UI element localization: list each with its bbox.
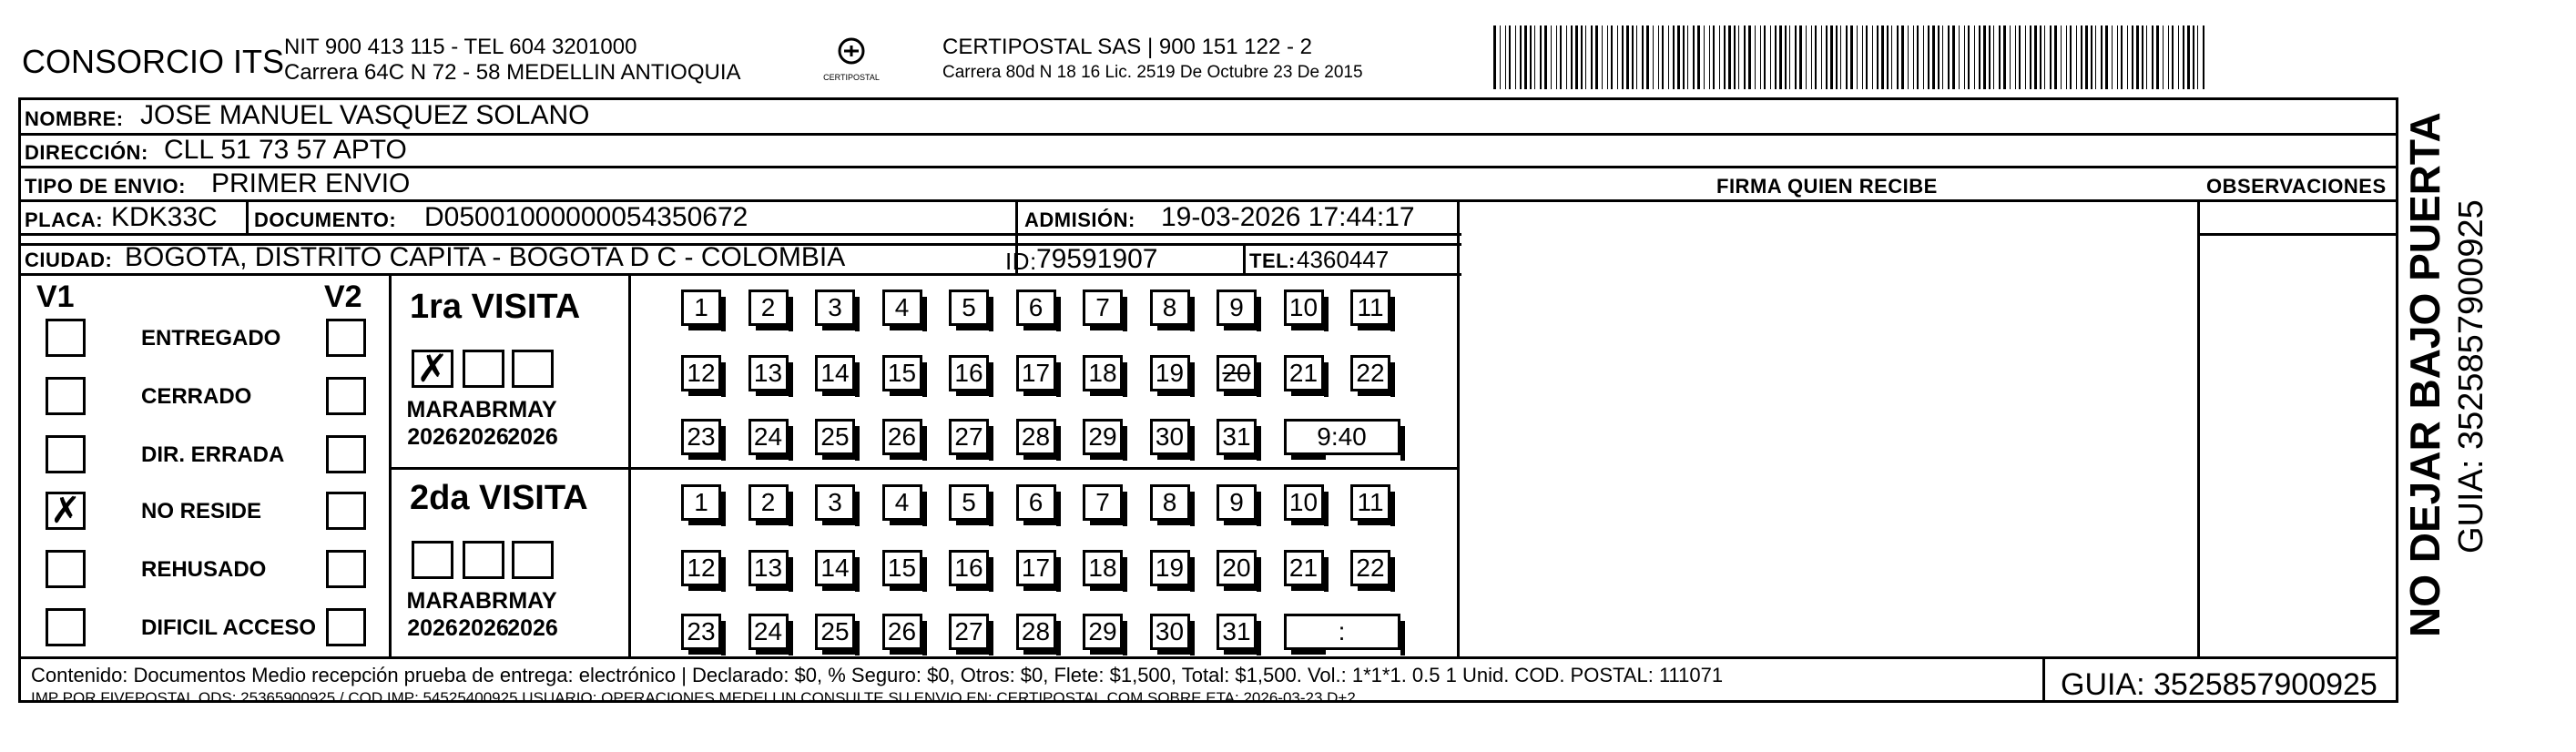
visit1-day-18[interactable]: 18	[1083, 355, 1123, 391]
status-label: REHUSADO	[141, 557, 267, 582]
footer-guia: GUIA: 3525857900925	[2061, 667, 2377, 702]
visit2-title: 2da VISITA	[410, 479, 588, 517]
tel-label: TEL:	[1249, 249, 1296, 272]
visit1-day-27[interactable]: 27	[949, 419, 989, 455]
license-line: Carrera 80d N 18 16 Lic. 2519 De Octubre 23 De 2015	[942, 63, 1363, 82]
admision-label: ADMISIÓN:	[1024, 208, 1135, 231]
visit1-month-checkbox[interactable]: ✗	[412, 350, 453, 388]
visit1-day-25[interactable]: 25	[815, 419, 855, 455]
visit1-day-5[interactable]: 5	[949, 290, 989, 326]
visit2-day-21[interactable]: 21	[1284, 550, 1324, 586]
certipostal-logo	[815, 35, 888, 86]
visit2-day-16[interactable]: 16	[949, 550, 989, 586]
visit1-day-15[interactable]: 15	[882, 355, 922, 391]
visit2-day-31[interactable]: 31	[1217, 614, 1257, 650]
status-v1-checkbox[interactable]	[46, 608, 86, 646]
visit2-day-17[interactable]: 17	[1016, 550, 1056, 586]
visit1-day-7[interactable]: 7	[1083, 290, 1123, 326]
visit2-day-5[interactable]: 5	[949, 484, 989, 521]
visit2-day-28[interactable]: 28	[1016, 614, 1056, 650]
observaciones-header: OBSERVACIONES	[2206, 175, 2387, 198]
placa-value: KDK33C	[111, 202, 218, 232]
documento-label: DOCUMENTO:	[254, 208, 397, 231]
visit2-time-field[interactable]: :	[1284, 614, 1400, 650]
visit1-month-label: MAY	[508, 397, 557, 422]
visit2-day-4[interactable]: 4	[882, 484, 922, 521]
visit2-day-8[interactable]: 8	[1150, 484, 1190, 521]
footer-contenido: Contenido: Documentos Medio recepción prueba de entrega: electrónico | Declarado: $0, % Seguro: $0, Otros: $0, Flete: $1,500, Total: $1,500. Vol.: 1*1*1. 0.5 1 Unid. COD. POSTAL: 111071	[31, 664, 1724, 686]
status-label: CERRADO	[141, 384, 252, 409]
visit2-day-29[interactable]: 29	[1083, 614, 1123, 650]
visit1-day-24[interactable]: 24	[748, 419, 789, 455]
visit2-day-12[interactable]: 12	[681, 550, 721, 586]
visit2-day-3[interactable]: 3	[815, 484, 855, 521]
visit2-day-6[interactable]: 6	[1016, 484, 1056, 521]
status-label: ENTREGADO	[141, 326, 281, 351]
visit2-day-1[interactable]: 1	[681, 484, 721, 521]
visit2-month-label: MAR	[406, 588, 459, 614]
visit1-day-19[interactable]: 19	[1150, 355, 1190, 391]
visit2-day-30[interactable]: 30	[1150, 614, 1190, 650]
company-name: CONSORCIO ITS	[22, 43, 285, 80]
visit1-day-29[interactable]: 29	[1083, 419, 1123, 455]
visit2-day-13[interactable]: 13	[748, 550, 789, 586]
visit1-time-field[interactable]: 9:40	[1284, 419, 1400, 455]
certipostal-line: CERTIPOSTAL SAS | 900 151 122 - 2	[942, 35, 1312, 59]
visit1-day-1[interactable]: 1	[681, 290, 721, 326]
visit1-day-4[interactable]: 4	[882, 290, 922, 326]
visit1-month-year: 2026	[407, 424, 458, 450]
visit1-day-21[interactable]: 21	[1284, 355, 1324, 391]
visit2-day-25[interactable]: 25	[815, 614, 855, 650]
visit1-day-14[interactable]: 14	[815, 355, 855, 391]
visit2-day-15[interactable]: 15	[882, 550, 922, 586]
visit2-day-9[interactable]: 9	[1217, 484, 1257, 521]
footer-imp: IMP POR FIVEPOSTAL ODS: 25365900925 / COD.IMP: 54525400925 USUARIO: OPERACIONES MEDELLIN CONSULTE SU ENVIO EN: CERTIPOSTAL.COM SOBRE ETA: 2026-03-23 D+2	[31, 689, 1356, 706]
visit1-day-12[interactable]: 12	[681, 355, 721, 391]
visit1-day-31[interactable]: 31	[1217, 419, 1257, 455]
visit1-month-checkbox[interactable]	[463, 350, 504, 388]
visit2-day-10[interactable]: 10	[1284, 484, 1324, 521]
visit1-day-16[interactable]: 16	[949, 355, 989, 391]
status-v2-checkbox[interactable]	[326, 550, 366, 588]
visit2-day-14[interactable]: 14	[815, 550, 855, 586]
visit1-month-year: 2026	[458, 424, 509, 450]
company-address: Carrera 64C N 72 - 58 MEDELLIN ANTIOQUIA	[284, 60, 741, 85]
id-value: 79591907	[1036, 244, 1158, 274]
status-v1-checkbox[interactable]: ✗	[46, 492, 86, 530]
visit1-month-checkbox[interactable]	[512, 350, 554, 388]
visit1-day-8[interactable]: 8	[1150, 290, 1190, 326]
visit2-day-20[interactable]: 20	[1217, 550, 1257, 586]
status-v2-checkbox[interactable]	[326, 319, 366, 357]
direccion-label: DIRECCIÓN:	[25, 141, 148, 164]
status-v1-checkbox[interactable]	[46, 550, 86, 588]
v1-label: V1	[36, 279, 75, 314]
visit2-day-19[interactable]: 19	[1150, 550, 1190, 586]
ciudad-value: BOGOTA, DISTRITO CAPITA - BOGOTA D C - COLOMBIA	[125, 242, 846, 272]
visit2-month-label: ABR	[458, 588, 509, 614]
side-guia: GUIA: 3525857900925	[2452, 199, 2490, 554]
status-label: DIFICIL ACCESO	[141, 615, 317, 640]
nombre-value: JOSE MANUEL VASQUEZ SOLANO	[140, 100, 590, 130]
visit1-day-28[interactable]: 28	[1016, 419, 1056, 455]
visit2-day-22[interactable]: 22	[1350, 550, 1390, 586]
visit1-day-13[interactable]: 13	[748, 355, 789, 391]
status-label: DIR. ERRADA	[141, 442, 285, 467]
visit1-day-6[interactable]: 6	[1016, 290, 1056, 326]
direccion-value: CLL 51 73 57 APTO	[164, 135, 407, 165]
visit2-day-26[interactable]: 26	[882, 614, 922, 650]
visit1-day-22[interactable]: 22	[1350, 355, 1390, 391]
visit2-month-label: MAY	[508, 588, 557, 614]
status-v2-checkbox[interactable]	[326, 435, 366, 473]
status-v1-checkbox[interactable]	[46, 435, 86, 473]
visit2-day-11[interactable]: 11	[1350, 484, 1390, 521]
nombre-label: NOMBRE:	[25, 107, 124, 130]
visit2-day-18[interactable]: 18	[1083, 550, 1123, 586]
visit2-month-checkbox[interactable]	[512, 541, 554, 579]
visit1-month-year: 2026	[507, 424, 558, 450]
visit2-month-checkbox[interactable]	[463, 541, 504, 579]
documento-value: D05001000000054350672	[424, 202, 748, 232]
visit2-month-year: 2026	[507, 615, 558, 641]
visit1-day-3[interactable]: 3	[815, 290, 855, 326]
visit2-day-7[interactable]: 7	[1083, 484, 1123, 521]
no-dejar-bajo-puerta: NO DEJAR BAJO PUERTA	[2401, 112, 2449, 637]
tipo-envio-value: PRIMER ENVIO	[211, 168, 411, 198]
visit2-day-24[interactable]: 24	[748, 614, 789, 650]
visit2-day-2[interactable]: 2	[748, 484, 789, 521]
visit1-day-30[interactable]: 30	[1150, 419, 1190, 455]
logo-text: CERTIPOSTAL	[823, 73, 880, 82]
visit1-day-26[interactable]: 26	[882, 419, 922, 455]
status-v2-checkbox[interactable]	[326, 492, 366, 530]
barcode	[1493, 25, 2222, 89]
visit1-day-23[interactable]: 23	[681, 419, 721, 455]
admision-value: 19-03-2026 17:44:17	[1161, 202, 1415, 232]
visit1-day-10[interactable]: 10	[1284, 290, 1324, 326]
firma-header: FIRMA QUIEN RECIBE	[1716, 175, 1938, 198]
visit1-day-2[interactable]: 2	[748, 290, 789, 326]
visit2-day-23[interactable]: 23	[681, 614, 721, 650]
visit1-day-17[interactable]: 17	[1016, 355, 1056, 391]
visit1-day-9[interactable]: 9	[1217, 290, 1257, 326]
visit2-month-year: 2026	[458, 615, 509, 641]
visit2-month-year: 2026	[407, 615, 458, 641]
placa-label: PLACA:	[25, 208, 104, 231]
status-v2-checkbox[interactable]	[326, 377, 366, 415]
visit1-day-11[interactable]: 11	[1350, 290, 1390, 326]
id-label: ID:	[1005, 248, 1037, 275]
tel-value: 4360447	[1297, 246, 1390, 273]
visit2-day-27[interactable]: 27	[949, 614, 989, 650]
nit-line: NIT 900 413 115 - TEL 604 3201000	[284, 35, 637, 59]
v2-label: V2	[324, 279, 362, 314]
visit1-day-20[interactable]: 20	[1217, 355, 1257, 391]
visit1-month-label: MAR	[406, 397, 459, 422]
status-v1-checkbox[interactable]	[46, 319, 86, 357]
status-v1-checkbox[interactable]	[46, 377, 86, 415]
status-label: NO RESIDE	[141, 499, 262, 523]
visit2-month-checkbox[interactable]	[412, 541, 453, 579]
tipo-envio-label: TIPO DE ENVIO:	[25, 175, 186, 198]
visit1-title: 1ra VISITA	[410, 288, 581, 326]
visit1-month-label: ABR	[458, 397, 509, 422]
status-v2-checkbox[interactable]	[326, 608, 366, 646]
ciudad-label: CIUDAD:	[25, 249, 113, 271]
